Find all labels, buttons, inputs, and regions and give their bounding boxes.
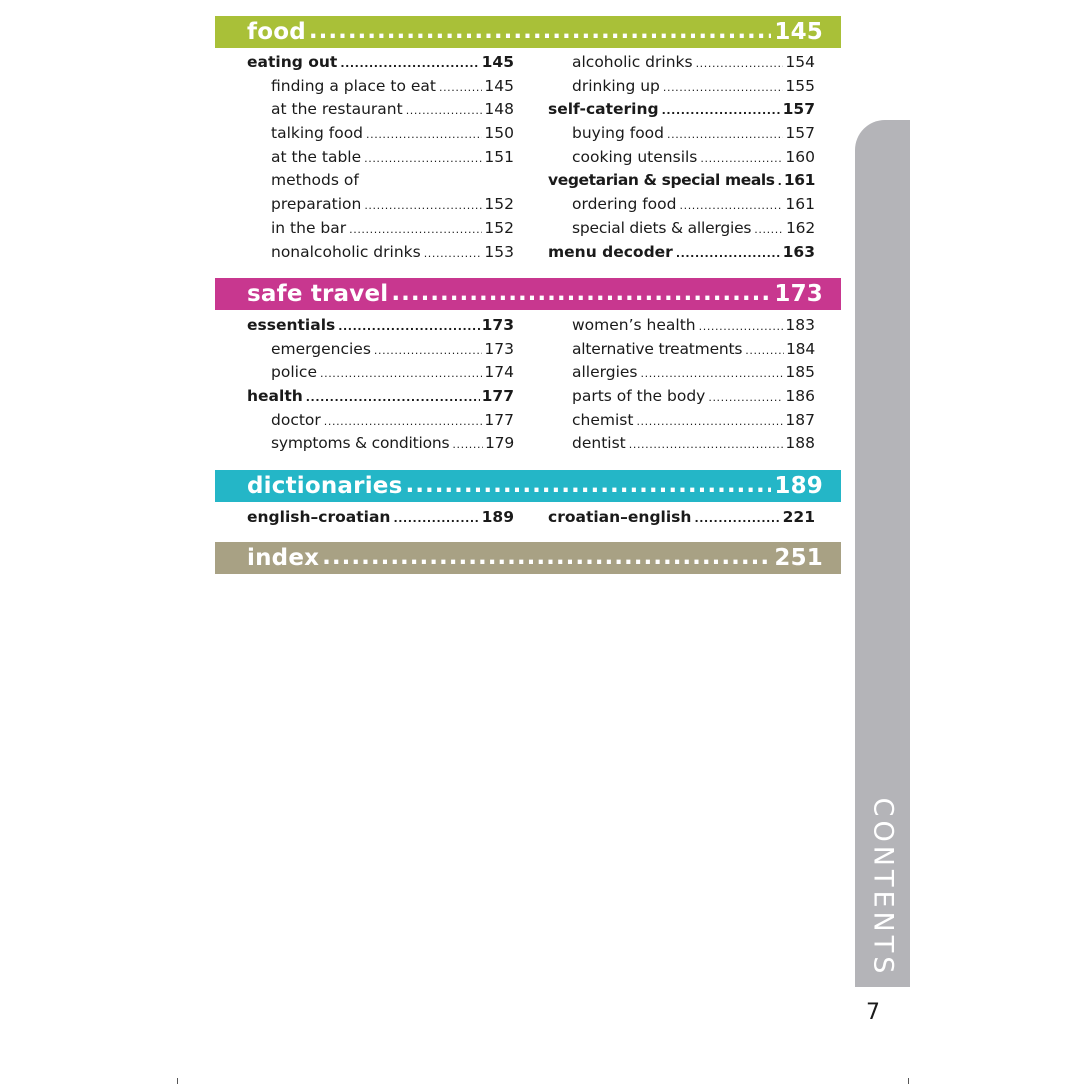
toc-entry[interactable]: parts of the body ..... 186 (548, 385, 815, 409)
crop-mark (177, 1078, 178, 1084)
toc-entry[interactable]: eating out ..... 145 (247, 51, 514, 75)
section-header-food[interactable] (215, 16, 841, 48)
toc-entry[interactable]: self-catering ..... 157 (548, 98, 815, 122)
toc-entry[interactable]: symptoms & conditions ..... 179 (247, 432, 514, 456)
toc-entry[interactable]: essentials ..... 173 (247, 314, 514, 338)
section-page: 251 (774, 545, 823, 571)
safe-right-column (548, 314, 815, 456)
toc-entry[interactable]: emergencies ..... 173 (247, 338, 514, 362)
leader-dots (391, 280, 771, 306)
toc-entry[interactable]: cooking utensils ..... 160 (548, 146, 815, 170)
dict-right-column (548, 506, 815, 530)
toc-entry[interactable]: health ..... 177 (247, 385, 514, 409)
toc-entry[interactable]: at the restaurant ..... 148 (247, 98, 514, 122)
section-header-index[interactable] (215, 542, 841, 574)
side-tab-label: CONTENTS (867, 797, 898, 978)
toc-entry[interactable]: allergies ..... 185 (548, 361, 815, 385)
section-title: food (247, 19, 306, 45)
dict-left-column (247, 506, 514, 530)
crop-mark (908, 1078, 909, 1084)
toc-entry[interactable]: buying food ..... 157 (548, 122, 815, 146)
toc-entry[interactable]: alcoholic drinks ..... 154 (548, 51, 815, 75)
toc-entry: methods of (271, 171, 359, 190)
food-left-column (247, 51, 514, 264)
section-page: 145 (774, 19, 823, 45)
safe-left-column (247, 314, 514, 456)
toc-entry[interactable]: special diets & allergies ..... 162 (548, 217, 815, 241)
toc-entry[interactable]: police ..... 174 (247, 361, 514, 385)
toc-entry[interactable]: vegetarian & special meals ..... 161 (548, 169, 815, 193)
toc-entry[interactable]: doctor ..... 177 (247, 409, 514, 433)
section-page: 189 (774, 473, 823, 499)
section-page: 173 (774, 281, 823, 307)
toc-entry[interactable]: drinking up ..... 155 (548, 75, 815, 99)
section-title: index (247, 545, 320, 571)
page-number: 7 (866, 1000, 880, 1025)
section-title: dictionaries (247, 473, 403, 499)
toc-entry[interactable]: nonalcoholic drinks ..... 153 (247, 241, 514, 265)
toc-entry[interactable]: english–croatian ..... 189 (247, 506, 514, 530)
toc-entry[interactable]: ordering food ..... 161 (548, 193, 815, 217)
toc-entry[interactable]: at the table ..... 151 (247, 146, 514, 170)
leader-dots (309, 18, 772, 44)
food-right-column (548, 51, 815, 264)
toc-entry[interactable]: women’s health ..... 183 (548, 314, 815, 338)
toc-entry[interactable]: finding a place to eat ..... 145 (247, 75, 514, 99)
toc-entry[interactable]: dentist ..... 188 (548, 432, 815, 456)
toc-entry[interactable]: croatian–english ..... 221 (548, 506, 815, 530)
toc-entry[interactable]: chemist ..... 187 (548, 409, 815, 433)
toc-entry[interactable]: preparation ..... 152 (247, 193, 514, 217)
section-header-dictionaries[interactable] (215, 470, 841, 502)
toc-entry[interactable]: menu decoder ..... 163 (548, 241, 815, 265)
toc-entry[interactable]: in the bar ..... 152 (247, 217, 514, 241)
leader-dots (405, 472, 771, 498)
toc-entry[interactable]: talking food ..... 150 (247, 122, 514, 146)
section-title: safe travel (247, 281, 389, 307)
leader-dots (322, 544, 771, 570)
section-header-safe-travel[interactable] (215, 278, 841, 310)
toc-entry[interactable]: alternative treatments ..... 184 (548, 338, 815, 362)
